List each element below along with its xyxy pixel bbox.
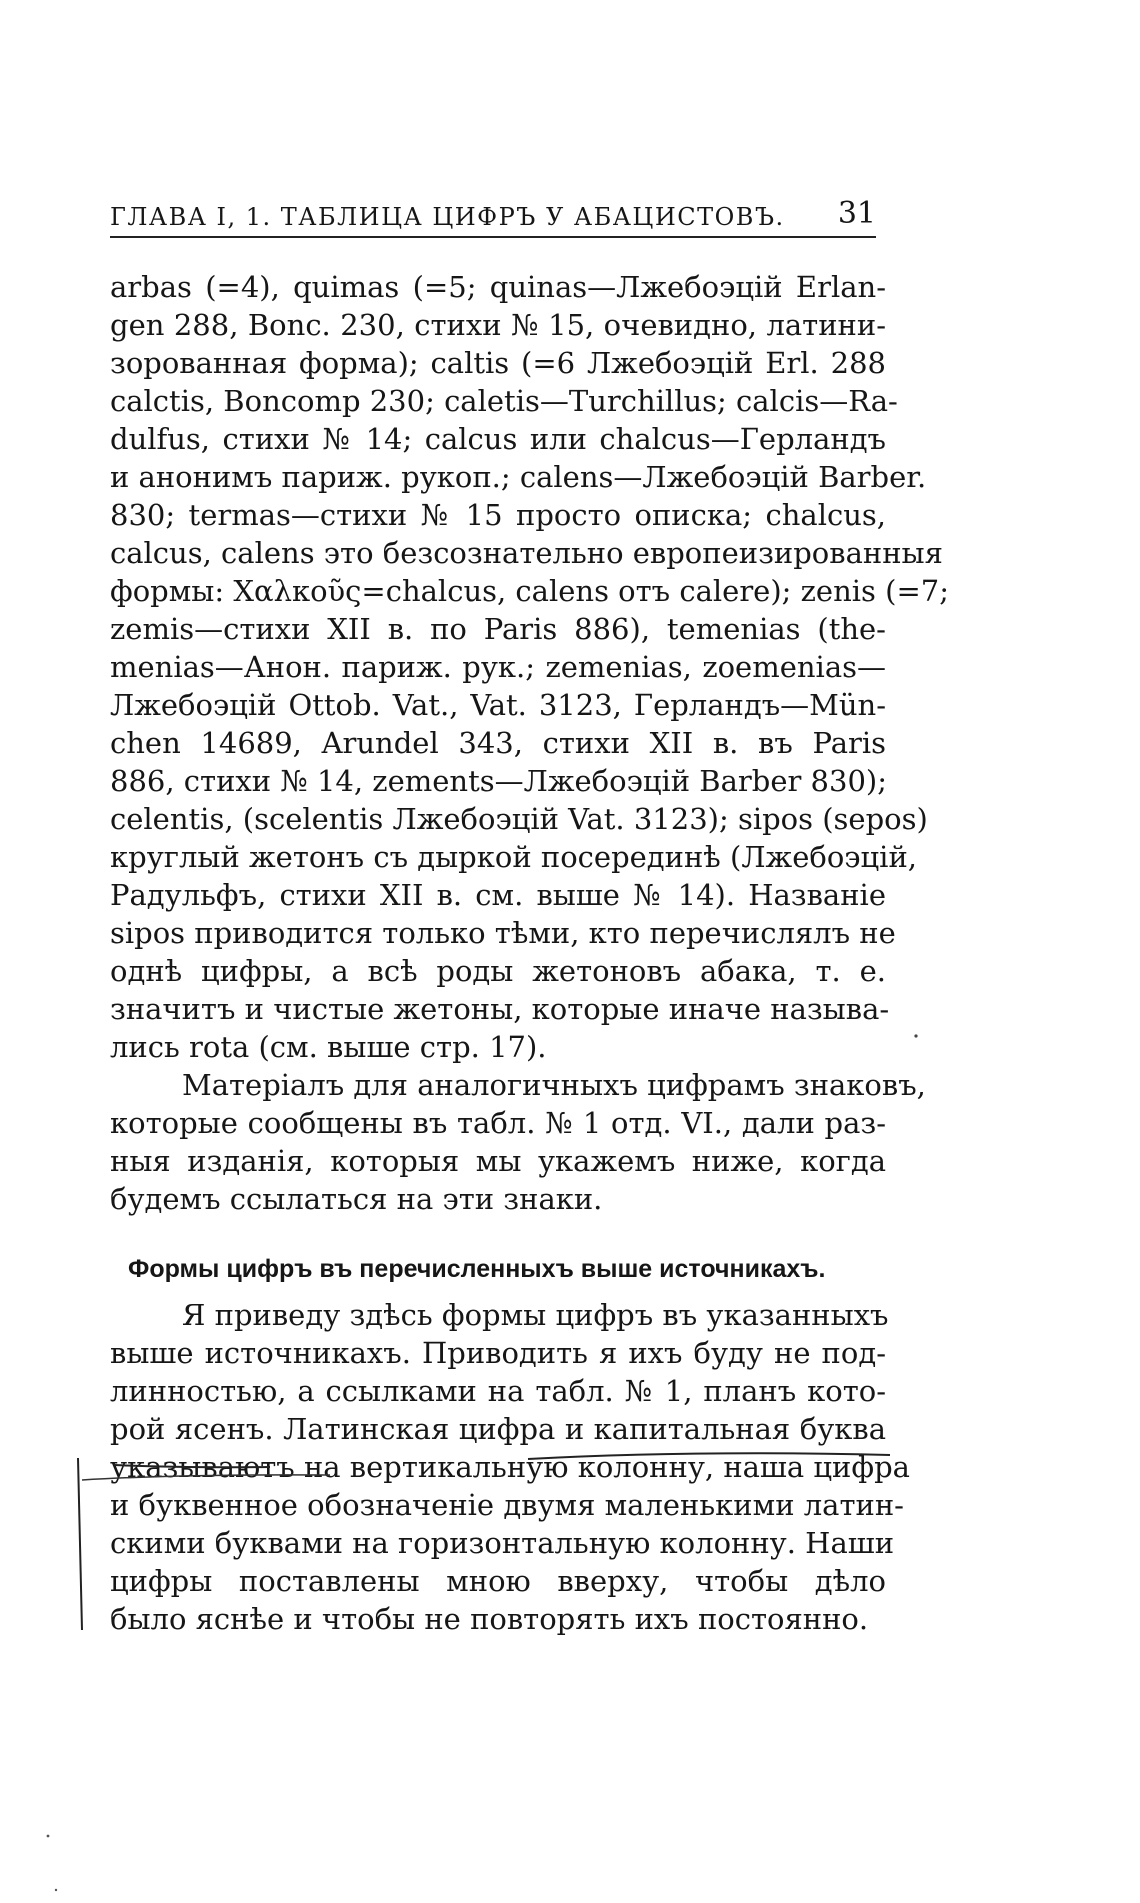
text-line: Я приведу здѣсь формы цифръ въ указанныхъ: [182, 1298, 889, 1332]
text-line: линностью, а ссылками на табл. № 1, планъ кото-: [110, 1374, 886, 1408]
text-line: цифры поставлены мною вверху, чтобы дѣло: [110, 1564, 886, 1598]
text-line: 886, стихи № 14, zements—Лжебоэцій Barber 830);: [110, 764, 887, 798]
text-line: arbas (=4), quimas (=5; quinas—Лжебоэцій Erlan-: [110, 270, 886, 304]
text-line: скими буквами на горизонтальную колонну. Наши: [110, 1526, 895, 1560]
underline-mark: [114, 1465, 270, 1467]
text-line: и буквенное обозначеніе двумя маленькими латин-: [110, 1488, 904, 1522]
text-line: Радульфъ, стихи XII в. см. выше № 14). Названіе: [110, 878, 886, 912]
section-heading: Формы цифръ въ перечисленныхъ выше источникахъ.: [128, 1255, 826, 1283]
text-line: ныя изданія, которыя мы укажемъ ниже, когда: [110, 1144, 886, 1178]
text-line: лись rota (см. выше стр. 17).: [110, 1030, 547, 1064]
text-line: будемъ ссылаться на эти знаки.: [110, 1182, 603, 1216]
text-line: указываютъ на вертикальную колонну, наша цифра: [110, 1450, 910, 1484]
text-line: menias—Анон. париж. рук.; zemenias, zoemenias—: [110, 650, 886, 684]
text-line: Матеріалъ для аналогичныхъ цифрамъ знаковъ,: [182, 1068, 926, 1102]
text-line: значитъ и чистые жетоны, которые иначе называ-: [110, 992, 890, 1026]
text-line: однѣ цифры, а всѣ роды жетоновъ абака, т. е.: [110, 954, 886, 988]
text-line: chen 14689, Arundel 343, стихи XII в. въ Paris: [110, 726, 886, 760]
text-line: выше источникахъ. Приводить я ихъ буду не под-: [110, 1336, 886, 1370]
page-number: 31: [837, 196, 876, 231]
text-line: круглый жетонъ съ дыркой посерединѣ (Лжебоэцій,: [110, 840, 918, 874]
text-line: dulfus, стихи № 14; calcus или chalcus—Герландъ: [110, 422, 886, 456]
text-line: celentis, (scelentis Лжебоэцій Vat. 3123); sipos (sepos): [110, 802, 928, 836]
underline-mark: [82, 1475, 330, 1480]
text-line: которые сообщены въ табл. № 1 отд. VI., дали раз-: [110, 1106, 886, 1140]
ink-speck: [47, 1835, 50, 1838]
margin-line-mark: [78, 1458, 82, 1630]
ink-speck: [55, 1889, 57, 1891]
text-line: calctis, Boncomp 230; caletis—Turchillus; calcis—Ra-: [110, 384, 898, 418]
text-line: зорованная форма); caltis (=6 Лжебоэцій Erl. 288: [110, 346, 886, 380]
text-line: zemis—стихи XII в. по Paris 886), temenias (the-: [110, 612, 886, 646]
text-line: calcus, calens это безсознательно европеизированныя: [110, 536, 943, 570]
text-line: Лжебоэцій Ottob. Vat., Vat. 3123, Герландъ—Mün-: [110, 688, 886, 722]
text-line: формы: Χαλκοῦς=chalcus, calens отъ calere); zenis (=7;: [110, 574, 949, 608]
text-line: gen 288, Bonc. 230, стихи № 15, очевидно, латини-: [110, 308, 886, 342]
ink-speck: [914, 1034, 917, 1037]
text-line: было яснѣе и чтобы не повторять ихъ постоянно.: [110, 1602, 869, 1636]
text-line: 830; termas—стихи № 15 просто описка; chalcus,: [110, 498, 886, 532]
text-line: sipos приводится только тѣми, кто перечислялъ не: [110, 916, 896, 950]
running-title: ГЛАВА I, 1. ТАБЛИЦА ЦИФРЪ У АБАЦИСТОВЪ.: [110, 203, 785, 231]
text-line: рой ясенъ. Латинская цифра и капитальная буква: [110, 1412, 886, 1446]
text-line: и анонимъ париж. рукоп.; calens—Лжебоэцій Barber.: [110, 460, 927, 494]
underline-mark: [528, 1453, 890, 1459]
